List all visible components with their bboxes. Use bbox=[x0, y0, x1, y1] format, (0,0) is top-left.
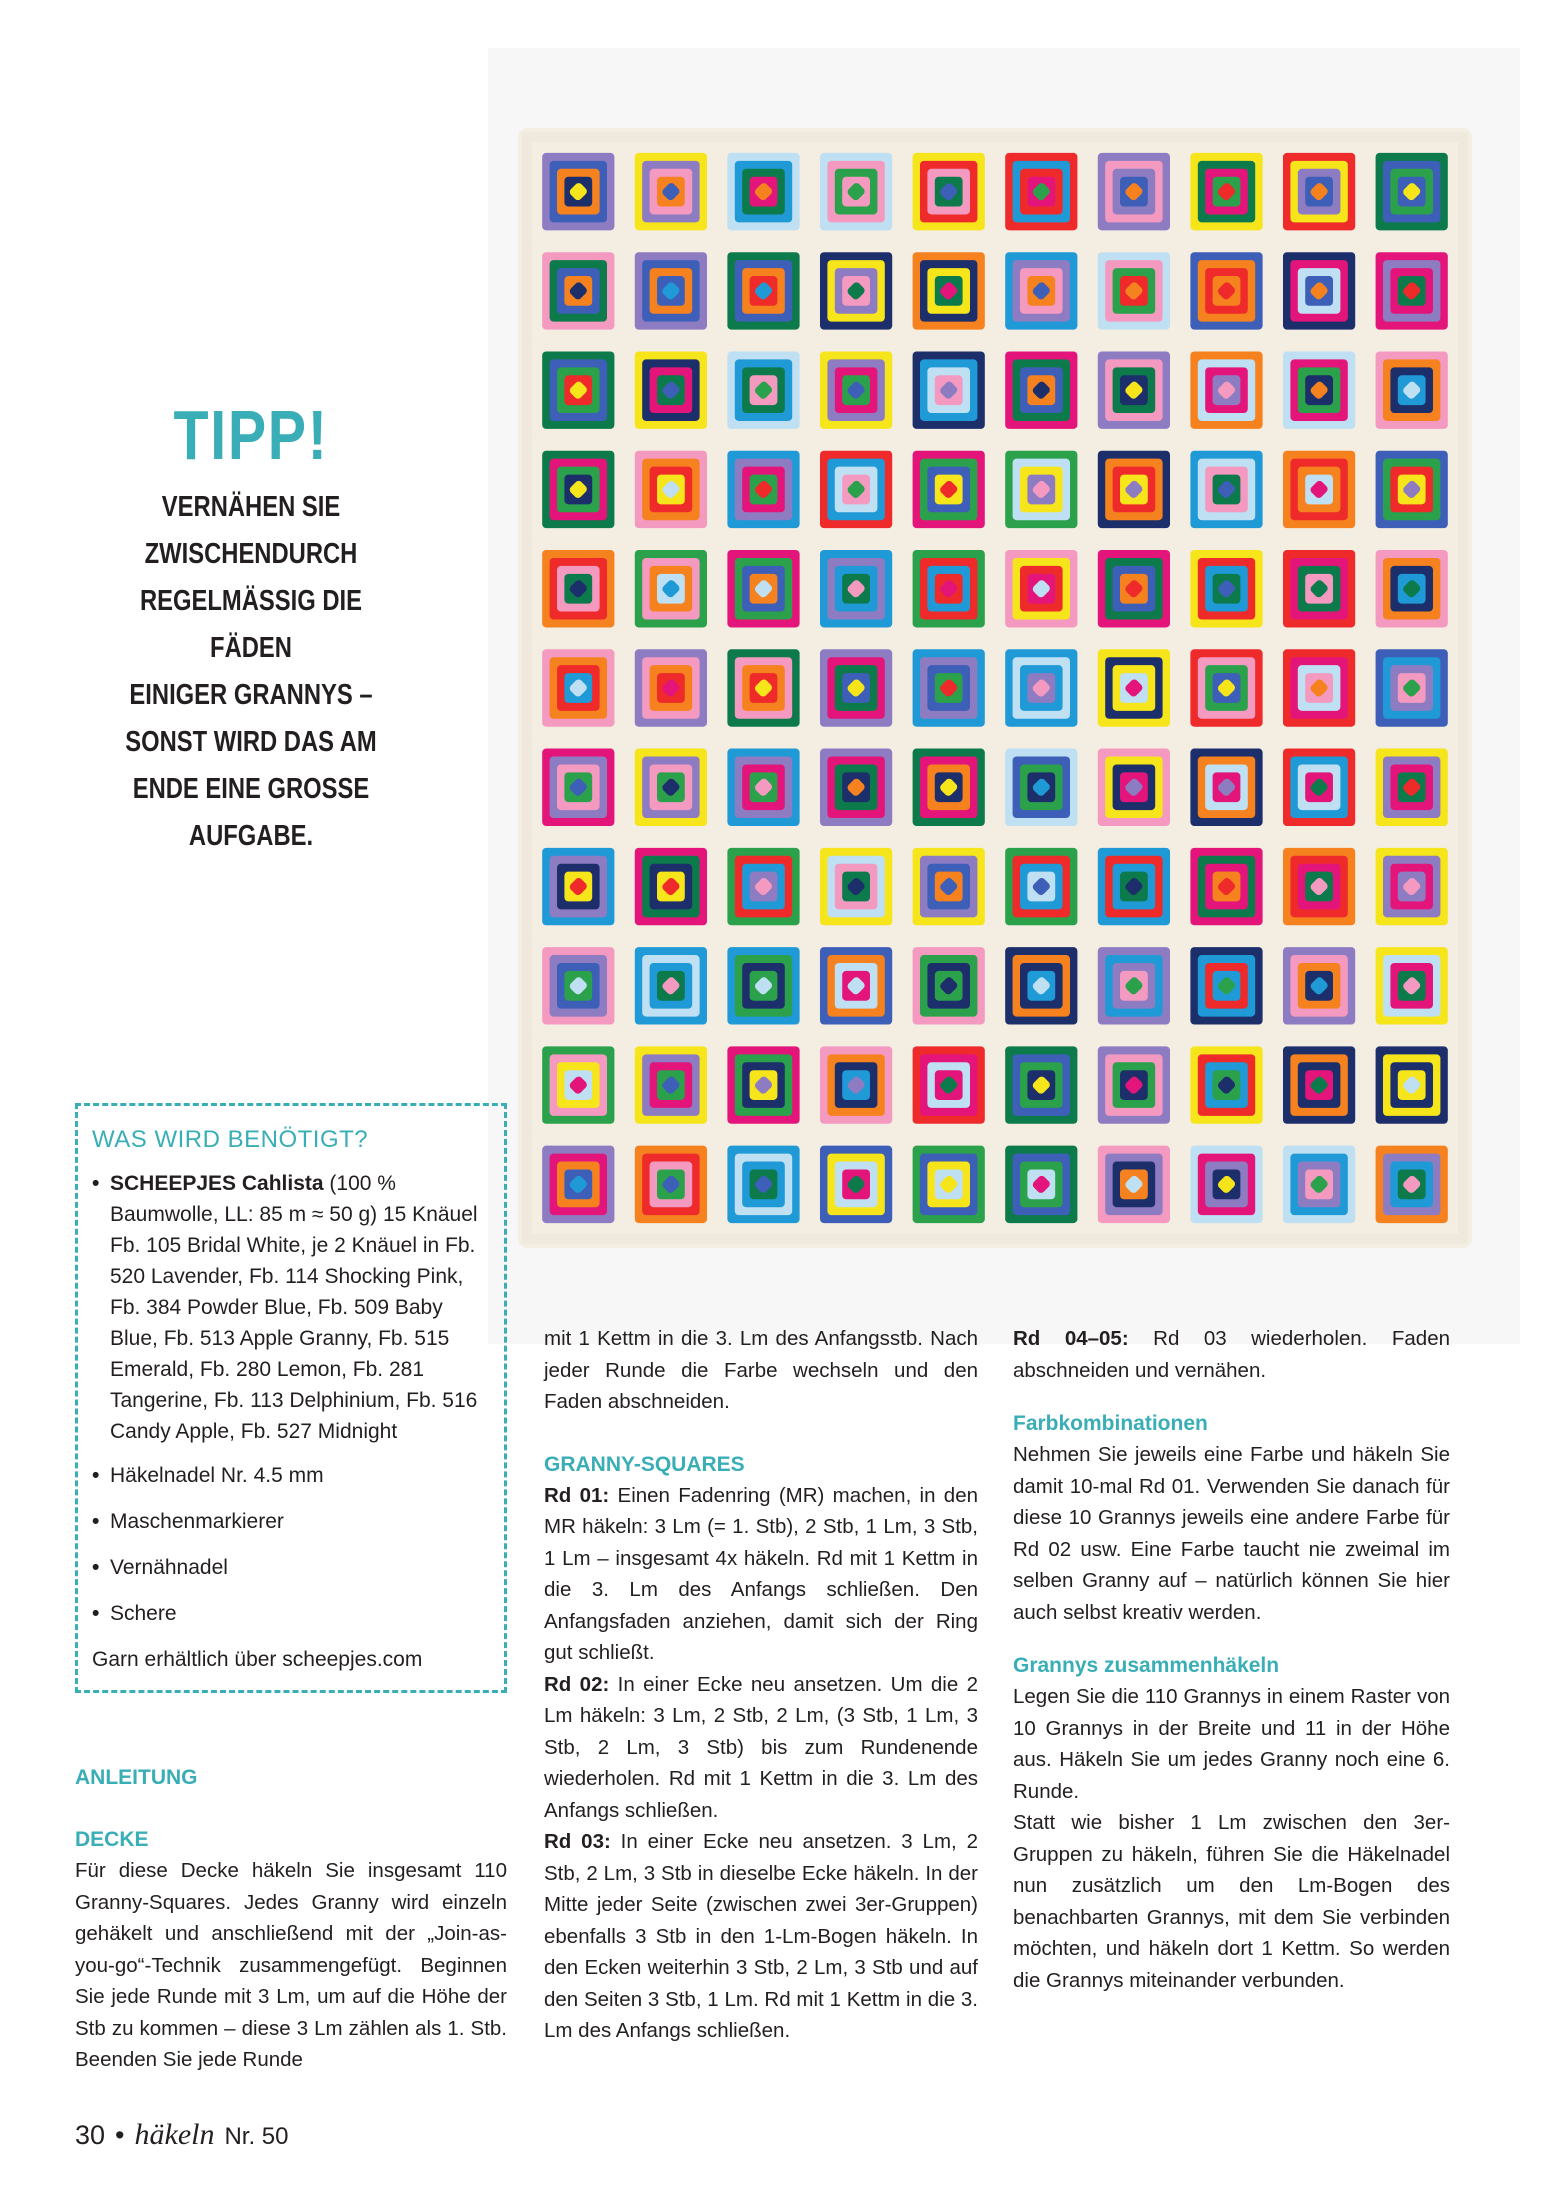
granny-square bbox=[1180, 341, 1273, 440]
column-1 bbox=[75, 1762, 507, 2076]
granny-square bbox=[902, 341, 995, 440]
tip-line: SONST WIRD DAS AM bbox=[125, 726, 377, 758]
granny-square bbox=[717, 837, 810, 936]
granny-square bbox=[532, 837, 625, 936]
granny-square bbox=[1180, 1035, 1273, 1134]
materials-title: WAS WIRD BENÖTIGT? bbox=[92, 1126, 369, 1153]
tip-line: EINIGER GRANNYS – bbox=[129, 679, 373, 711]
granny-square bbox=[717, 936, 810, 1035]
granny-square bbox=[717, 142, 810, 241]
granny-square bbox=[625, 738, 718, 837]
round-3-paragraph bbox=[544, 1826, 978, 2047]
farbkombinationen-paragraph: Nehmen Sie jeweils eine Farbe und häkeln Sie damit 10-mal Rd 01. Verwenden Sie danach für diese 10 Grannys jeweils eine andere Farbe für Rd 02 usw. Eine Farbe taucht nie zweimal im selben Granny auf – natürlich können Sie hier auch selbst kreativ werden. bbox=[1013, 1443, 1450, 1624]
granny-square bbox=[902, 837, 995, 936]
granny-square bbox=[532, 142, 625, 241]
granny-square bbox=[1273, 1035, 1366, 1134]
granny-square bbox=[1273, 241, 1366, 340]
yarn-brand: SCHEEPJES Cahlista bbox=[110, 1172, 324, 1195]
granny-square bbox=[532, 936, 625, 1035]
granny-square bbox=[625, 341, 718, 440]
tip-line: ENDE EINE GROSSE bbox=[132, 773, 370, 805]
granny-square bbox=[1088, 738, 1181, 837]
granny-square bbox=[1088, 440, 1181, 539]
round-4-5-paragraph bbox=[1013, 1323, 1450, 1386]
round-2-paragraph bbox=[544, 1669, 978, 1827]
tip-box bbox=[70, 396, 432, 860]
granny-square bbox=[810, 638, 903, 737]
granny-square bbox=[810, 341, 903, 440]
granny-square bbox=[810, 1135, 903, 1234]
granny-square bbox=[1088, 341, 1181, 440]
round-1-paragraph bbox=[544, 1480, 978, 1669]
granny-square bbox=[1365, 1035, 1458, 1134]
granny-square bbox=[995, 638, 1088, 737]
granny-square bbox=[717, 341, 810, 440]
granny-square bbox=[532, 539, 625, 638]
granny-square bbox=[995, 341, 1088, 440]
granny-square bbox=[995, 837, 1088, 936]
granny-square bbox=[902, 1035, 995, 1134]
granny-square bbox=[1273, 440, 1366, 539]
subheading-zusammenhaekeln: Grannys zusammenhäkeln bbox=[1013, 1654, 1280, 1677]
granny-square bbox=[995, 241, 1088, 340]
granny-square bbox=[810, 1035, 903, 1134]
granny-square bbox=[810, 539, 903, 638]
round-1-label: Rd 01: bbox=[544, 1483, 610, 1507]
page-footer bbox=[75, 2118, 289, 2152]
granny-square bbox=[902, 539, 995, 638]
magazine-name: häkeln bbox=[134, 2118, 215, 2151]
granny-square bbox=[1088, 1035, 1181, 1134]
granny-square bbox=[717, 1035, 810, 1134]
granny-square bbox=[1180, 837, 1273, 936]
granny-square bbox=[1365, 341, 1458, 440]
round-3-label: Rd 03: bbox=[544, 1830, 611, 1853]
tip-line: VERNÄHEN SIE bbox=[161, 491, 341, 523]
granny-square bbox=[717, 1135, 810, 1234]
granny-square bbox=[532, 440, 625, 539]
granny-square bbox=[810, 936, 903, 1035]
granny-square bbox=[902, 142, 995, 241]
granny-square bbox=[717, 539, 810, 638]
round-4-5-label: Rd 04–05: bbox=[1013, 1327, 1129, 1350]
granny-square-blanket-photo bbox=[518, 128, 1472, 1248]
granny-square bbox=[1273, 837, 1366, 936]
granny-square bbox=[625, 539, 718, 638]
zusammenhaekeln-paragraph-2: Statt wie bisher 1 Lm zwischen den 3er-Gruppen zu häkeln, führen Sie die Häkelnadel nun zusätzlich um den Lm-Bogen des benachbarten Grannys, mit dem Sie verbinden möchten, und häkeln dort 1 Kettm. So werden die Grannys miteinander verbunden. bbox=[1013, 1811, 1450, 1992]
granny-square bbox=[532, 1135, 625, 1234]
subheading-farbkombinationen: Farbkombinationen bbox=[1013, 1412, 1208, 1435]
granny-square bbox=[625, 142, 718, 241]
granny-square bbox=[1273, 1135, 1366, 1234]
yarn-description: (100 % Baumwolle, LL: 85 m ≈ 50 g) 15 Knäuel Fb. 105 Bridal White, je 2 Knäuel in Fb. 520 Lavender, Fb. 114 Shocking Pink, Fb. 384 Powder Blue, Fb. 509 Baby Blue, Fb. 513 Apple Granny, Fb. 515 Emerald, Fb. 280 Lemon, Fb. 281 Tangerine, Fb. 113 Delphinium, Fb. 516 Candy Apple, Fb. 527 Midnight bbox=[110, 1172, 478, 1443]
round-2-text: In einer Ecke neu ansetzen. Um die 2 Lm häkeln: 3 Lm, 2 Stb, 2 Lm, (3 Stb, 1 Lm, 3 Stb, 2 Lm, 3 Stb) bis zum Rundenende wiederholen. Rd mit 1 Kettm in die 3. Lm des Anfangs schließen. bbox=[544, 1672, 978, 1822]
granny-square bbox=[1180, 936, 1273, 1035]
granny-square bbox=[1088, 936, 1181, 1035]
tip-title: TIPP! bbox=[173, 396, 329, 474]
granny-square bbox=[1273, 142, 1366, 241]
granny-square bbox=[902, 638, 995, 737]
granny-square bbox=[1273, 638, 1366, 737]
granny-square bbox=[995, 738, 1088, 837]
granny-square bbox=[1088, 241, 1181, 340]
granny-square bbox=[1365, 837, 1458, 936]
granny-square bbox=[1365, 1135, 1458, 1234]
granny-square bbox=[1365, 738, 1458, 837]
footer-bullet: • bbox=[115, 2120, 125, 2150]
granny-square bbox=[1180, 1135, 1273, 1234]
round-3-text: In einer Ecke neu ansetzen. 3 Lm, 2 Stb, 2 Lm, 3 Stb in dieselbe Ecke häkeln. In der Mitte jeder Seite (zwischen zwei 3er-Gruppen) ebenfalls 3 Stb in den 1-Lm-Bogen häkeln. In den Ecken weiterhin 3 Stb, 2 Lm, 3 Stb und auf den Seiten 3 Stb, 1 Lm. Rd mit 1 Kettm in die 3. Lm des Anfangs schließen. bbox=[544, 1830, 978, 2042]
granny-square bbox=[902, 738, 995, 837]
yarn-source-note: Garn erhältlich über scheepjes.com bbox=[92, 1648, 423, 1671]
materials-box bbox=[75, 1103, 507, 1693]
granny-square bbox=[995, 1135, 1088, 1234]
granny-square bbox=[1365, 638, 1458, 737]
granny-square bbox=[625, 440, 718, 539]
granny-square bbox=[995, 1035, 1088, 1134]
tip-line: AUFGABE. bbox=[188, 820, 314, 852]
materials-item: • Häkelnadel Nr. 4.5 mm bbox=[92, 1460, 492, 1491]
round-2-label: Rd 02: bbox=[544, 1672, 610, 1696]
materials-item: • Schere bbox=[92, 1598, 492, 1629]
granny-square bbox=[810, 738, 903, 837]
column-2 bbox=[544, 1323, 978, 2047]
granny-square bbox=[532, 1035, 625, 1134]
materials-item: • Vernähnadel bbox=[92, 1552, 492, 1583]
granny-square bbox=[1365, 142, 1458, 241]
granny-square bbox=[1365, 241, 1458, 340]
column-3 bbox=[1013, 1323, 1450, 1996]
granny-square bbox=[995, 936, 1088, 1035]
granny-square bbox=[717, 440, 810, 539]
intro-paragraph: mit 1 Kettm in die 3. Lm des Anfangsstb. Nach jeder Runde die Farbe wechseln und den Faden abschneiden. bbox=[544, 1327, 978, 1413]
granny-square bbox=[1088, 837, 1181, 936]
granny-square bbox=[1088, 142, 1181, 241]
granny-square bbox=[1180, 738, 1273, 837]
round-1-text: Einen Fadenring (MR) machen, in den MR häkeln: 3 Lm (= 1. Stb), 2 Stb, 1 Lm, 3 Stb, 1 Lm – insgesamt 4x häkeln. Rd mit 1 Kettm in die 3. Lm des Anfangs schließen. Den Anfangsfaden anziehen, damit sich der Ring gut schließt. bbox=[544, 1483, 978, 1664]
granny-square bbox=[532, 738, 625, 837]
granny-square bbox=[1365, 936, 1458, 1035]
tip-line: ZWISCHENDURCH bbox=[144, 538, 358, 570]
issue-number: Nr. 50 bbox=[224, 2123, 289, 2150]
granny-square bbox=[625, 241, 718, 340]
round-4-5-text: Rd 03 wiederholen. Faden abschneiden und vernähen. bbox=[1013, 1327, 1450, 1382]
granny-square bbox=[902, 1135, 995, 1234]
section-heading-decke: DECKE bbox=[75, 1828, 149, 1851]
granny-square bbox=[717, 638, 810, 737]
granny-square bbox=[1180, 241, 1273, 340]
granny-square bbox=[810, 241, 903, 340]
granny-square bbox=[532, 638, 625, 737]
granny-square bbox=[1273, 341, 1366, 440]
granny-square bbox=[995, 440, 1088, 539]
granny-square bbox=[1273, 936, 1366, 1035]
granny-square bbox=[1088, 1135, 1181, 1234]
section-heading-anleitung: ANLEITUNG bbox=[75, 1766, 198, 1789]
granny-square bbox=[1180, 638, 1273, 737]
tip-line: REGELMÄSSIG DIE FÄDEN bbox=[140, 585, 362, 664]
granny-square bbox=[625, 936, 718, 1035]
granny-square bbox=[1365, 539, 1458, 638]
granny-square bbox=[1180, 440, 1273, 539]
materials-list bbox=[92, 1168, 492, 1629]
zusammenhaekeln-paragraph-1: Legen Sie die 110 Grannys in einem Raster von 10 Grannys in der Breite und 11 in der Höhe aus. Häkeln Sie um jedes Granny noch eine 6. Runde. bbox=[1013, 1685, 1450, 1803]
granny-square bbox=[810, 440, 903, 539]
granny-square bbox=[1273, 738, 1366, 837]
decke-paragraph: Für diese Decke häkeln Sie insgesamt 110 Granny-Squares. Jedes Granny wird einzeln gehäkelt und anschließend mit der „Join-as-you-go“-Technik zusammengefügt. Beginnen Sie jede Runde mit 3 Lm, um auf die Höhe der Stb zu kommen – diese 3 Lm zählen als 1. Stb. Beenden Sie jede Runde bbox=[75, 1859, 507, 2071]
granny-square bbox=[625, 837, 718, 936]
granny-square bbox=[1088, 638, 1181, 737]
page-number: 30 bbox=[75, 2120, 106, 2150]
granny-square bbox=[902, 440, 995, 539]
granny-square bbox=[810, 142, 903, 241]
materials-item: • Maschenmarkierer bbox=[92, 1506, 492, 1537]
granny-square bbox=[717, 738, 810, 837]
granny-square bbox=[810, 837, 903, 936]
granny-square bbox=[995, 142, 1088, 241]
granny-square bbox=[1088, 539, 1181, 638]
granny-square bbox=[532, 341, 625, 440]
granny-square bbox=[1273, 539, 1366, 638]
granny-square bbox=[1180, 539, 1273, 638]
granny-square bbox=[717, 241, 810, 340]
section-heading-granny-squares: GRANNY-SQUARES bbox=[544, 1452, 745, 1476]
granny-square bbox=[625, 1135, 718, 1234]
granny-square bbox=[995, 539, 1088, 638]
granny-square bbox=[625, 638, 718, 737]
granny-square bbox=[902, 241, 995, 340]
granny-square bbox=[532, 241, 625, 340]
granny-square bbox=[1180, 142, 1273, 241]
materials-item-yarn bbox=[92, 1168, 492, 1447]
granny-square bbox=[1365, 440, 1458, 539]
granny-square bbox=[625, 1035, 718, 1134]
granny-square bbox=[902, 936, 995, 1035]
tip-text bbox=[103, 484, 400, 860]
